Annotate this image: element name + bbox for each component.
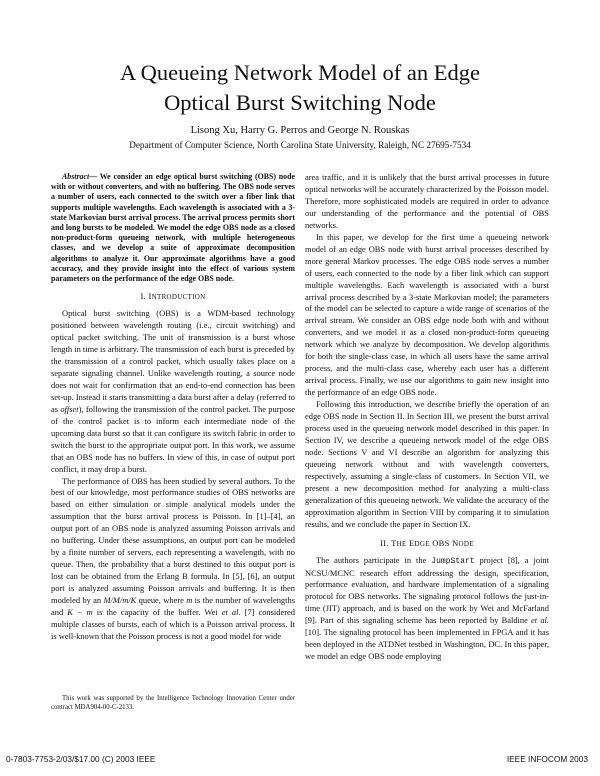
right-paragraph-3: Following this introduction, we describe briefly the operation of an edge OBS node in Section II. In Section III, we present the burst arrival process used in the queueing network model described in this paper. In Section IV, we describe a queueing network model of the edge OBS node. Sections V and VI describe an algorithm for analyzing this queueing network without and with wavelength converters, respectively, assuming a single-class of customers. In Section VII, we present a new decomposition method for analyzing a multi-class generalization of this queueing network. We validate the accuracy of the approximation algorithm in Section VIII by comparing it to simulation results, and we conclude the paper in Section IX. <box>305 399 549 529</box>
intro-paragraph-2: The performance of OBS has been studied by several authors. To the best of our knowledge, most performance studies of OBS networks are based on either simulation or simple analytical models under the assumption that the burst arrival process is Poisson. In [1]–[4], an output port of an OBS node is analyzed assuming Poisson arrivals and no buffering. Under these assumptions, an output port can be modeled by a finite number of servers, each representing a wavelength, with no queue. Then, the probability that a burst destined to this output port is lost can be obtained from the Erlang B formula. In [5], [6], an output port is analyzed assuming Poisson arrivals and buffering. It is then modeled by an M/M/m/K queue, where m is the number of wavelengths and K − m is the capacity of the buffer. Wei et al. [7] considered multiple classes of bursts, each of which is a Poisson arrival process. It is well-known that the Poisson process is not a good model for wide <box>51 475 296 641</box>
section-heading-rest: NTRODUCTION <box>151 293 206 302</box>
section-number: I. <box>140 291 147 302</box>
section-heading-introduction <box>51 291 295 304</box>
abstract <box>51 172 295 284</box>
abstract-text: — We consider an edge optical burst switching (OBS) node with or without converters, and with no buffering. The OBS node serves a number of users, each connected to the switch over a fiber link that supports multiple wavelengths. Each wavelength is associated with a 3-state Markovian burst arrival process. The arrival process permits short and long bursts to be modeled. We model the edge OBS node as a closed non-product-form queueing network, with multiple heterogeneous classes, and we develop a suite of approximate decomposition algorithms to analyze it. Our approximate algorithms have a good accuracy, and they provide insight into the effect of various system parameters on the performance of the edge OBS node. <box>51 172 295 284</box>
authors: Lisong Xu, Harry G. Perros and George N. Rouskas <box>190 125 410 136</box>
left-column <box>51 172 295 643</box>
footer-conference: IEEE INFOCOM 2003 <box>506 754 588 764</box>
section-heading-initial: I <box>148 291 152 302</box>
footnote-text: This work was supported by the Intelligence Technology Innovation Center under contract MDA904-00-C-2133. <box>51 695 295 711</box>
right-paragraph-1: area traffic, and it is unlikely that the burst arrival processes in future optical networks will be accurately characterized by the Poisson model. Therefore, more sophisticated models are required in order to advance our understanding of the performance and the potential of OBS networks. <box>305 172 549 230</box>
section-heading-edge-obs-node: II. THE EDGE OBS NODE <box>380 537 474 548</box>
right-paragraph-2: In this paper, we develop for the first time a queueing network model of an edge OBS node with burst arrival processes described by more general Markov processes. The edge OBS node serves a number of users, each connected to the node by a fiber link which can support multiple wavelengths. Each wavelength is associated with a burst arrival process described by a 3-state Markovian model; the parameters of the model can be selected to capture a wide range of scenarios of the arrival stream. We consider an OBS edge node both with and without converters, and we model it as a closed non-product-form queueing network which we analyze by decomposition. We develop algorithms for both the single-class case, in which all users have the same arrival process, and the multi-class case, whereby each user has a different arrival process. Finally, we use our algorithms to gain new insight into the performance of an edge OBS node. <box>305 231 549 398</box>
paper-title <box>0 58 600 118</box>
footer-copyright: 0-7803-7753-2/03/$17.00 (C) 2003 IEEE <box>6 754 156 764</box>
intro-paragraph-1: Optical burst switching (OBS) is a WDM-based technology positioned between wavelength routing (i.e., circuit switching) and optical packet switching. The unit of transmission is a burst whose length in time is arbitrary. The transmission of each burst is preceded by the transmission of a control packet, which usually takes place on a separate signaling channel. Unlike wavelength routing, a source node does not wait for confirmation that an end-to-end connection has been set-up. Instead it starts transmitting a data burst after a delay (referred to as offset), following the transmission of the control packet. The purpose of the control packet is to inform each intermediate node of the upcoming data burst so that it can configure its switch fabric in order to switch the burst to the appropriate output port. In this work, we assume that an OBS node has no buffers. In view of this, in case of output port conflict, it may drop a burst. <box>51 308 295 474</box>
jumpstart-project-name: JumpStart <box>431 556 475 566</box>
affiliation: Department of Computer Science, North Carolina State University, Raleigh, NC 27695-7534 <box>129 140 471 150</box>
title-line-2: Optical Burst Switching Node <box>164 90 436 115</box>
footnote <box>51 694 295 712</box>
right-paragraph-4: The authors participate in the JumpStart project [8], a joint NCSU/MCNC research effort addressing the design, specification, performance evaluation, and hardware implementation of a signaling protocol for OBS networks. The signaling protocol follows the just-in-time (JIT) approach, and is based on the work by Wei and McFarland [9]. Part of this signaling scheme has been reported by Baldine et al. [10]. The signaling protocol has been implemented in FPGA and it has been deployed in the ATDNet testbed in Washington, DC. In this paper, we model an edge OBS node employing <box>305 554 549 662</box>
right-column <box>305 172 549 663</box>
abstract-label: Abstract <box>62 172 90 181</box>
title-line-1: A Queueing Network Model of an Edge <box>120 60 480 85</box>
